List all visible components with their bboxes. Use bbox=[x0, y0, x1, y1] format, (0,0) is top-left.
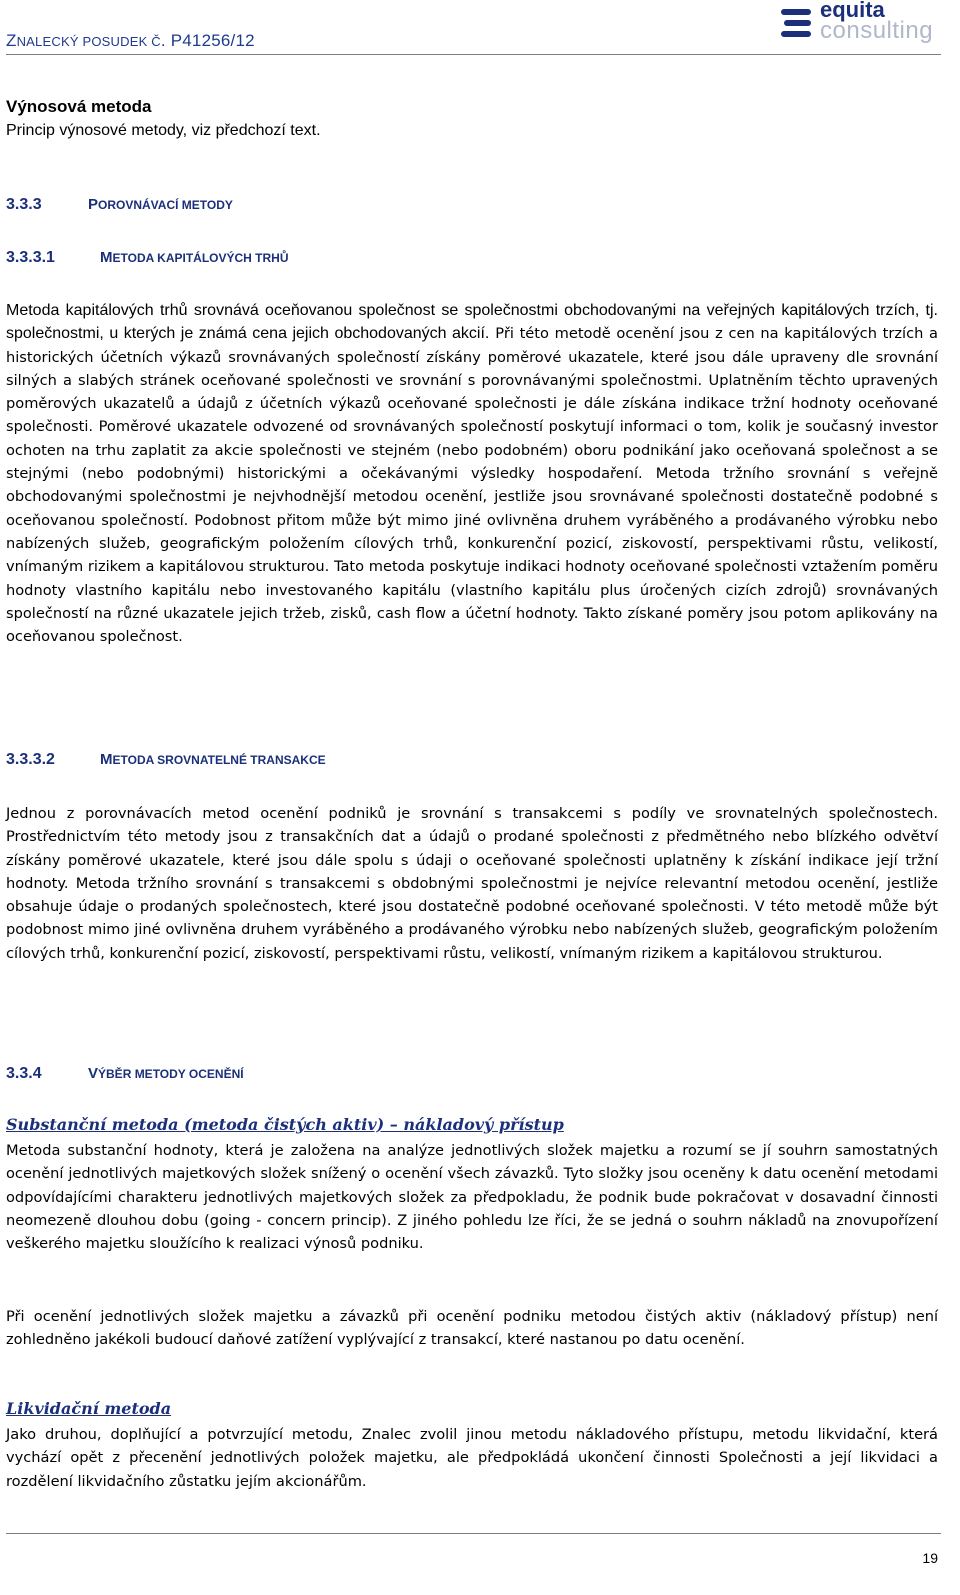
section-title-rest: OROVNÁVACÍ METODY bbox=[98, 198, 233, 212]
ref-initial: Z bbox=[6, 31, 17, 50]
section-heading-3331 bbox=[6, 249, 289, 267]
paragraph-capital-markets bbox=[6, 299, 938, 648]
paragraph-comparable-transactions: Jednou z porovnávacích metod ocenění podniků je srovnání s transakcemi s podíly ve srovnatelných společnostech. Prostřednictvím této metody jsou z transakčních dat a údajů o prodané společnosti z předmětného nebo blízkého odvětví získány poměrové ukazatele, které jsou dále spolu s údaji o oceňované společnosti uplatněny k získání indikace její tržní hodnoty. Metoda tržního srovnání s transakcemi s obdobnými společnostmi je nejvíce relevantní metodou ocenění, jestliže obsahuje údaje o prodaných společnostech, které jsou dostatečně podobné oceňované společnosti. V této metodě může být podobnost mimo jiné ovlivněna druhem vyráběného a prodávaného výrobku nebo nabízených služeb, geografickým položením cílových trhů, konkurenční pozicí, ziskovostí, perspektivami růstu, velikostí, vnímaným rizikem a kapitálovou strukturou. bbox=[6, 805, 938, 962]
section-heading-333 bbox=[6, 196, 233, 214]
paragraph-liquidation-method: Jako druhou, doplňující a potvrzující metodu, Znalec zvolil jinou metodu nákladového přístupu, metodu likvidační, která vychází opět z přecenění jednotlivých položek majetku, ale předpokládá ukončení činnosti Společnosti a její likvidaci a rozdělení likvidačního zůstatku jejím akcionářům. bbox=[6, 1426, 938, 1490]
section-number: 3.3.3.2 bbox=[6, 751, 55, 768]
paragraph-part-2: Při této metodě ocenění jsou z cen na kapitálových trzích a historických účetních výkazů srovnávaných společností získány poměrové ukazatele, které jsou dále upraveny dle srovnání silných a slabých stránek oceňované společnosti ve srovnání s porovnávanými společnostmi. bbox=[6, 325, 938, 389]
page-header bbox=[0, 0, 960, 54]
intro-text: Princip výnosové metody, viz předchozí text. bbox=[6, 122, 321, 139]
logo-word-consulting: consulting bbox=[820, 17, 934, 44]
paragraph-net-assets: Při ocenění jednotlivých složek majetku a závazků při ocenění podniku metodou čistých aktiv (nákladový přístup) není zohledněno jakékoli budoucí daňové zatížení vyplývající z transakcí, které nastanou po datu ocenění. bbox=[6, 1308, 938, 1349]
section-title-initial: M bbox=[100, 751, 113, 768]
section-number: 3.3.3 bbox=[6, 196, 42, 213]
section-title-rest: ETODA SROVNATELNÉ TRANSAKCE bbox=[112, 753, 326, 767]
section-title-initial: V bbox=[88, 1065, 99, 1082]
page-number: 19 bbox=[922, 1550, 938, 1566]
document-reference bbox=[6, 31, 255, 51]
header-rule bbox=[6, 54, 941, 55]
intro-title: Výnosová metoda bbox=[6, 97, 152, 116]
subheading-liquidation-method: Likvidační metoda bbox=[6, 1399, 172, 1418]
section-heading-3332 bbox=[6, 751, 326, 769]
subheading-substance-method: Substanční metoda (metoda čistých aktiv) – nákladový přístup bbox=[6, 1115, 564, 1134]
paragraph-part-1: Metoda kapitálových trhů srovnává oceňovanou společnost se společnostmi obchodovanými na veřejných kapitálových trzích, tj. společnostmi, u kterých je známá cena jejich obchodovaných akcií. bbox=[6, 302, 938, 343]
section-number: 3.3.3.1 bbox=[6, 249, 55, 266]
paragraph-substance-method: Metoda substanční hodnoty, která je založena na analýze jednotlivých složek majetku a rozumí se jí souhrn samostatných ocenění jednotlivých majetkových složek snížený o ocenění všech závazků. Tyto složky jsou oceněny k datu ocenění metodami odpovídajícími charakteru jednotlivých majetkových složek za předpokladu, že podnik bude pokračovat v dosavadní činnosti neomezeně dlouhou dobu (going - concern princip). Z jiného pohledu lze říci, že se jedná o souhrn nákladů na znovupořízení veškerého majetku sloužícího k realizaci výnosů podniku. bbox=[6, 1142, 938, 1253]
ref-smallcaps: NALECKÝ POSUDEK Č bbox=[16, 34, 161, 49]
section-title-initial: P bbox=[88, 196, 99, 213]
section-title-rest: ETODA KAPITÁLOVÝCH TRHŮ bbox=[112, 251, 289, 265]
section-heading-334 bbox=[6, 1065, 244, 1083]
company-logo bbox=[780, 0, 952, 48]
section-title-rest: ÝBĚR METODY OCENĚNÍ bbox=[98, 1067, 244, 1081]
logo-mark-icon bbox=[780, 6, 814, 40]
section-title-initial: M bbox=[100, 249, 113, 266]
footer-rule bbox=[6, 1533, 941, 1534]
logo-word-equita: equita bbox=[820, 0, 885, 22]
paragraph-part-3: Uplatněním těchto upravených poměrových ukazatelů a údajů z účetních výkazů oceňované společnosti je dále získána indikace tržní hodnoty oceňované společnosti. Poměrové ukazatele odvozené od srovnávaných společností poskytují informaci o tom, kolik je současný investor ochoten na trhu zaplatit za akcie společnosti ve stejném (nebo podobném) oboru podnikání jako oceňovaná společnost a se stejnými (nebo podobnými) historickými a očekávanými výsledky hospodaření. Metoda tržního srovnání s veřejně obchodovanými společnostmi je nejvhodnější metodou ocenění, jestliže jsou srovnávané společnosti dostatečně podobné s oceňovanou společností. Podobnost přitom může být mimo jiné ovlivněna druhem vyráběného a prodávaného výrobku nebo nabízených služeb, geografickým položením cílových trhů, konkurenční pozicí, ziskovostí, perspektivami růstu, velikostí, vnímaným rizikem a kapitálovou strukturou. Tato metoda poskytuje indikaci hodnoty oceňované společnosti vztažením poměru hodnoty vlastního kapitálu nebo investovaného kapitálu (vlastního kapitálu plus úročených cizích zdrojů) srovnávaných společností na různé ukazatele jejich tržeb, zisků, cash flow a účetní hodnoty. Takto získané poměry jsou potom aplikovány na oceňovanou společnost. bbox=[6, 371, 939, 646]
ref-number: . P41256/12 bbox=[160, 31, 255, 50]
section-number: 3.3.4 bbox=[6, 1065, 42, 1082]
